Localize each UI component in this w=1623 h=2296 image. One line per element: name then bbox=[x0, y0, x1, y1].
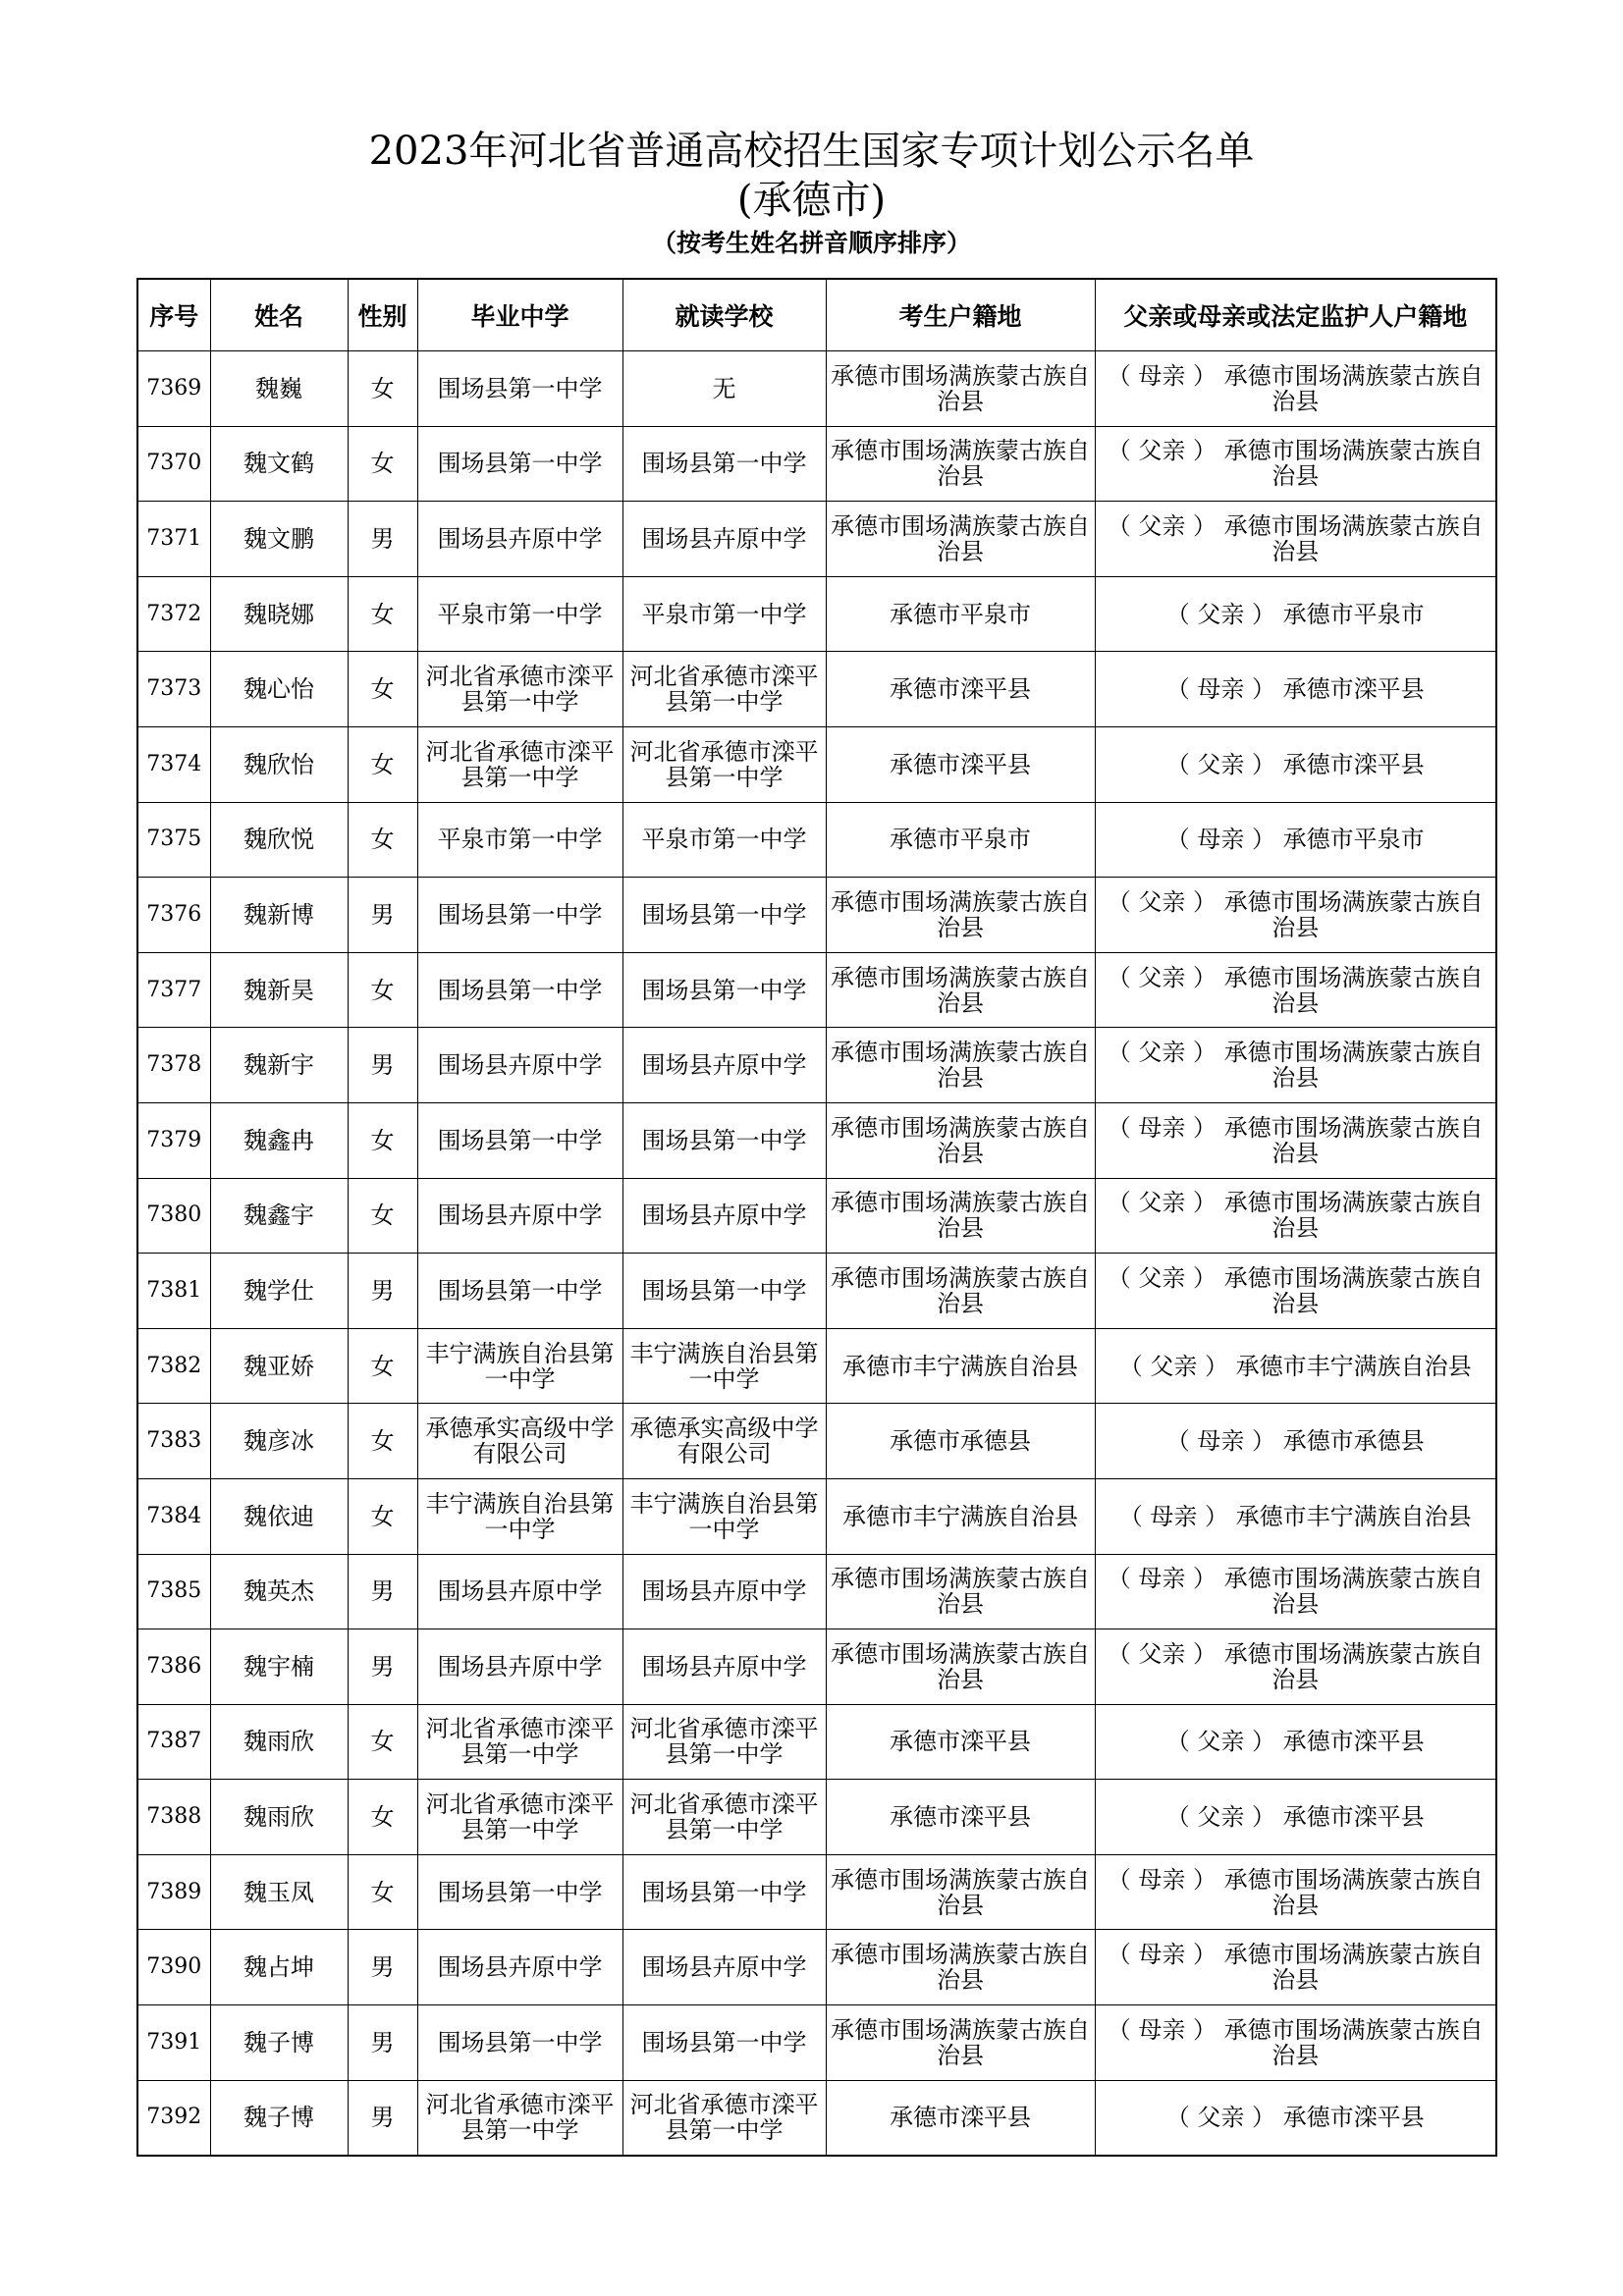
cell-graduated-school: 平泉市第一中学 bbox=[417, 576, 622, 652]
cell-current-school: 围场县卉原中学 bbox=[622, 1930, 826, 2005]
cell-current-school: 围场县卉原中学 bbox=[622, 502, 826, 577]
cell-seq: 7373 bbox=[137, 652, 210, 727]
cell-household-registration: 承德市围场满族蒙古族自治县 bbox=[826, 1254, 1095, 1329]
cell-current-school: 围场县第一中学 bbox=[622, 1854, 826, 1930]
table-row bbox=[137, 1102, 1496, 1178]
cell-name: 魏鑫宇 bbox=[210, 1178, 348, 1254]
cell-guardian-registration: （ 父亲 ） 承德市围场满族蒙古族自治县 bbox=[1095, 952, 1496, 1028]
cell-name: 魏雨欣 bbox=[210, 1704, 348, 1780]
cell-seq: 7387 bbox=[137, 1704, 210, 1780]
cell-guardian-registration: （ 母亲 ） 承德市围场满族蒙古族自治县 bbox=[1095, 1854, 1496, 1930]
cell-name: 魏宇楠 bbox=[210, 1629, 348, 1705]
cell-graduated-school: 平泉市第一中学 bbox=[417, 802, 622, 878]
cell-guardian-registration: （ 父亲 ） 承德市围场满族蒙古族自治县 bbox=[1095, 1178, 1496, 1254]
cell-guardian-registration: （ 父亲 ） 承德市围场满族蒙古族自治县 bbox=[1095, 1028, 1496, 1103]
cell-current-school: 平泉市第一中学 bbox=[622, 576, 826, 652]
cell-current-school: 丰宁满族自治县第一中学 bbox=[622, 1478, 826, 1554]
table-row bbox=[137, 952, 1496, 1028]
table-row bbox=[137, 1930, 1496, 2005]
cell-seq: 7385 bbox=[137, 1554, 210, 1629]
table-row bbox=[137, 1178, 1496, 1254]
cell-gender: 女 bbox=[348, 1404, 417, 1479]
cell-household-registration: 承德市围场满族蒙古族自治县 bbox=[826, 878, 1095, 953]
cell-graduated-school: 河北省承德市滦平县第一中学 bbox=[417, 726, 622, 802]
cell-household-registration: 承德市围场满族蒙古族自治县 bbox=[826, 952, 1095, 1028]
cell-gender: 男 bbox=[348, 1930, 417, 2005]
cell-seq: 7380 bbox=[137, 1178, 210, 1254]
cell-current-school: 围场县第一中学 bbox=[622, 878, 826, 953]
cell-guardian-registration: （ 父亲 ） 承德市平泉市 bbox=[1095, 576, 1496, 652]
table-row bbox=[137, 1478, 1496, 1554]
cell-graduated-school: 围场县卉原中学 bbox=[417, 502, 622, 577]
cell-seq: 7381 bbox=[137, 1254, 210, 1329]
cell-household-registration: 承德市丰宁满族自治县 bbox=[826, 1328, 1095, 1404]
table-header-row bbox=[137, 279, 1496, 351]
cell-seq: 7386 bbox=[137, 1629, 210, 1705]
page-title: 2023年河北省普通高校招生国家专项计划公示名单 bbox=[368, 129, 1255, 174]
cell-graduated-school: 丰宁满族自治县第一中学 bbox=[417, 1328, 622, 1404]
cell-graduated-school: 围场县卉原中学 bbox=[417, 1629, 622, 1705]
cell-household-registration: 承德市滦平县 bbox=[826, 726, 1095, 802]
table-row bbox=[137, 1028, 1496, 1103]
table-row bbox=[137, 1780, 1496, 1855]
table-row bbox=[137, 652, 1496, 727]
cell-gender: 男 bbox=[348, 2080, 417, 2156]
cell-graduated-school: 围场县第一中学 bbox=[417, 952, 622, 1028]
table-row bbox=[137, 426, 1496, 502]
cell-graduated-school: 围场县卉原中学 bbox=[417, 1178, 622, 1254]
cell-name: 魏巍 bbox=[210, 351, 348, 427]
cell-household-registration: 承德市围场满族蒙古族自治县 bbox=[826, 2005, 1095, 2081]
cell-seq: 7370 bbox=[137, 426, 210, 502]
cell-household-registration: 承德市围场满族蒙古族自治县 bbox=[826, 1854, 1095, 1930]
cell-current-school: 河北省承德市滦平县第一中学 bbox=[622, 726, 826, 802]
cell-current-school: 围场县卉原中学 bbox=[622, 1178, 826, 1254]
cell-household-registration: 承德市围场满族蒙古族自治县 bbox=[826, 426, 1095, 502]
cell-graduated-school: 承德承实高级中学有限公司 bbox=[417, 1404, 622, 1479]
table-row bbox=[137, 1704, 1496, 1780]
cell-gender: 男 bbox=[348, 1254, 417, 1329]
cell-seq: 7378 bbox=[137, 1028, 210, 1103]
cell-name: 魏子博 bbox=[210, 2005, 348, 2081]
cell-graduated-school: 河北省承德市滦平县第一中学 bbox=[417, 1704, 622, 1780]
cell-guardian-registration: （ 母亲 ） 承德市滦平县 bbox=[1095, 652, 1496, 727]
table-body bbox=[137, 351, 1496, 2157]
table-row bbox=[137, 802, 1496, 878]
cell-name: 魏新博 bbox=[210, 878, 348, 953]
cell-gender: 女 bbox=[348, 351, 417, 427]
cell-household-registration: 承德市围场满族蒙古族自治县 bbox=[826, 1178, 1095, 1254]
cell-guardian-registration: （ 母亲 ） 承德市丰宁满族自治县 bbox=[1095, 1478, 1496, 1554]
cell-seq: 7371 bbox=[137, 502, 210, 577]
cell-guardian-registration: （ 父亲 ） 承德市滦平县 bbox=[1095, 1704, 1496, 1780]
cell-graduated-school: 围场县第一中学 bbox=[417, 878, 622, 953]
cell-current-school: 承德承实高级中学有限公司 bbox=[622, 1404, 826, 1479]
cell-gender: 女 bbox=[348, 726, 417, 802]
header-guardian-registration: 父亲或母亲或法定监护人户籍地 bbox=[1095, 279, 1496, 351]
cell-current-school: 丰宁满族自治县第一中学 bbox=[622, 1328, 826, 1404]
cell-current-school: 河北省承德市滦平县第一中学 bbox=[622, 1704, 826, 1780]
cell-gender: 女 bbox=[348, 1854, 417, 1930]
cell-household-registration: 承德市围场满族蒙古族自治县 bbox=[826, 1930, 1095, 2005]
cell-current-school: 围场县卉原中学 bbox=[622, 1554, 826, 1629]
cell-current-school: 围场县第一中学 bbox=[622, 426, 826, 502]
header-household-registration: 考生户籍地 bbox=[826, 279, 1095, 351]
cell-graduated-school: 围场县卉原中学 bbox=[417, 1930, 622, 2005]
cell-seq: 7390 bbox=[137, 1930, 210, 2005]
header-gender: 性别 bbox=[348, 279, 417, 351]
cell-graduated-school: 河北省承德市滦平县第一中学 bbox=[417, 652, 622, 727]
cell-seq: 7376 bbox=[137, 878, 210, 953]
cell-current-school: 平泉市第一中学 bbox=[622, 802, 826, 878]
cell-guardian-registration: （ 父亲 ） 承德市围场满族蒙古族自治县 bbox=[1095, 1629, 1496, 1705]
cell-name: 魏彦冰 bbox=[210, 1404, 348, 1479]
cell-gender: 女 bbox=[348, 576, 417, 652]
cell-guardian-registration: （ 父亲 ） 承德市滦平县 bbox=[1095, 726, 1496, 802]
cell-household-registration: 承德市围场满族蒙古族自治县 bbox=[826, 1554, 1095, 1629]
cell-household-registration: 承德市丰宁满族自治县 bbox=[826, 1478, 1095, 1554]
cell-name: 魏心怡 bbox=[210, 652, 348, 727]
cell-graduated-school: 丰宁满族自治县第一中学 bbox=[417, 1478, 622, 1554]
cell-household-registration: 承德市围场满族蒙古族自治县 bbox=[826, 1102, 1095, 1178]
cell-gender: 男 bbox=[348, 1629, 417, 1705]
cell-seq: 7382 bbox=[137, 1328, 210, 1404]
cell-name: 魏亚娇 bbox=[210, 1328, 348, 1404]
cell-seq: 7392 bbox=[137, 2080, 210, 2156]
cell-guardian-registration: （ 母亲 ） 承德市围场满族蒙古族自治县 bbox=[1095, 351, 1496, 427]
cell-household-registration: 承德市平泉市 bbox=[826, 576, 1095, 652]
table-row bbox=[137, 878, 1496, 953]
cell-current-school: 河北省承德市滦平县第一中学 bbox=[622, 1780, 826, 1855]
cell-gender: 女 bbox=[348, 1478, 417, 1554]
table-row bbox=[137, 1854, 1496, 1930]
cell-guardian-registration: （ 母亲 ） 承德市围场满族蒙古族自治县 bbox=[1095, 1554, 1496, 1629]
cell-current-school: 河北省承德市滦平县第一中学 bbox=[622, 2080, 826, 2156]
cell-seq: 7372 bbox=[137, 576, 210, 652]
cell-name: 魏子博 bbox=[210, 2080, 348, 2156]
cell-graduated-school: 围场县卉原中学 bbox=[417, 1028, 622, 1103]
sort-note: （按考生姓名拼音顺序排序） bbox=[651, 229, 971, 257]
cell-name: 魏新宇 bbox=[210, 1028, 348, 1103]
table-row bbox=[137, 1254, 1496, 1329]
header-current-school: 就读学校 bbox=[622, 279, 826, 351]
cell-seq: 7389 bbox=[137, 1854, 210, 1930]
header-graduated-school: 毕业中学 bbox=[417, 279, 622, 351]
cell-household-registration: 承德市围场满族蒙古族自治县 bbox=[826, 1028, 1095, 1103]
cell-graduated-school: 河北省承德市滦平县第一中学 bbox=[417, 1780, 622, 1855]
cell-gender: 男 bbox=[348, 1028, 417, 1103]
cell-guardian-registration: （ 父亲 ） 承德市丰宁满族自治县 bbox=[1095, 1328, 1496, 1404]
cell-gender: 女 bbox=[348, 802, 417, 878]
cell-graduated-school: 围场县卉原中学 bbox=[417, 1554, 622, 1629]
roster-table bbox=[136, 278, 1497, 2157]
cell-current-school: 围场县卉原中学 bbox=[622, 1028, 826, 1103]
cell-seq: 7384 bbox=[137, 1478, 210, 1554]
cell-household-registration: 承德市滦平县 bbox=[826, 2080, 1095, 2156]
cell-current-school: 围场县第一中学 bbox=[622, 952, 826, 1028]
cell-seq: 7375 bbox=[137, 802, 210, 878]
cell-name: 魏依迪 bbox=[210, 1478, 348, 1554]
cell-current-school: 围场县第一中学 bbox=[622, 1102, 826, 1178]
cell-seq: 7377 bbox=[137, 952, 210, 1028]
cell-household-registration: 承德市围场满族蒙古族自治县 bbox=[826, 502, 1095, 577]
cell-name: 魏文鹤 bbox=[210, 426, 348, 502]
cell-current-school: 围场县第一中学 bbox=[622, 2005, 826, 2081]
cell-gender: 女 bbox=[348, 1704, 417, 1780]
cell-current-school: 河北省承德市滦平县第一中学 bbox=[622, 652, 826, 727]
table-row bbox=[137, 2005, 1496, 2081]
cell-graduated-school: 围场县第一中学 bbox=[417, 2005, 622, 2081]
table-row bbox=[137, 726, 1496, 802]
cell-name: 魏学仕 bbox=[210, 1254, 348, 1329]
cell-gender: 女 bbox=[348, 1328, 417, 1404]
header-name: 姓名 bbox=[210, 279, 348, 351]
cell-guardian-registration: （ 母亲 ） 承德市平泉市 bbox=[1095, 802, 1496, 878]
cell-name: 魏欣怡 bbox=[210, 726, 348, 802]
cell-name: 魏欣悦 bbox=[210, 802, 348, 878]
cell-guardian-registration: （ 父亲 ） 承德市滦平县 bbox=[1095, 2080, 1496, 2156]
cell-gender: 女 bbox=[348, 1780, 417, 1855]
table-row bbox=[137, 2080, 1496, 2156]
table-row bbox=[137, 1404, 1496, 1479]
cell-guardian-registration: （ 父亲 ） 承德市围场满族蒙古族自治县 bbox=[1095, 878, 1496, 953]
cell-name: 魏晓娜 bbox=[210, 576, 348, 652]
cell-gender: 女 bbox=[348, 1178, 417, 1254]
cell-guardian-registration: （ 父亲 ） 承德市围场满族蒙古族自治县 bbox=[1095, 1254, 1496, 1329]
cell-name: 魏新昊 bbox=[210, 952, 348, 1028]
table-row bbox=[137, 1554, 1496, 1629]
cell-graduated-school: 围场县第一中学 bbox=[417, 1854, 622, 1930]
cell-graduated-school: 围场县第一中学 bbox=[417, 426, 622, 502]
table-row bbox=[137, 502, 1496, 577]
cell-graduated-school: 围场县第一中学 bbox=[417, 1102, 622, 1178]
cell-current-school: 围场县卉原中学 bbox=[622, 1629, 826, 1705]
cell-guardian-registration: （ 母亲 ） 承德市围场满族蒙古族自治县 bbox=[1095, 2005, 1496, 2081]
cell-gender: 女 bbox=[348, 652, 417, 727]
cell-seq: 7369 bbox=[137, 351, 210, 427]
cell-gender: 男 bbox=[348, 1554, 417, 1629]
cell-name: 魏英杰 bbox=[210, 1554, 348, 1629]
cell-guardian-registration: （ 母亲 ） 承德市围场满族蒙古族自治县 bbox=[1095, 1102, 1496, 1178]
cell-seq: 7379 bbox=[137, 1102, 210, 1178]
cell-name: 魏文鹏 bbox=[210, 502, 348, 577]
cell-graduated-school: 围场县第一中学 bbox=[417, 1254, 622, 1329]
cell-current-school: 围场县第一中学 bbox=[622, 1254, 826, 1329]
cell-seq: 7388 bbox=[137, 1780, 210, 1855]
cell-graduated-school: 河北省承德市滦平县第一中学 bbox=[417, 2080, 622, 2156]
cell-seq: 7374 bbox=[137, 726, 210, 802]
cell-household-registration: 承德市平泉市 bbox=[826, 802, 1095, 878]
header-seq: 序号 bbox=[137, 279, 210, 351]
cell-gender: 女 bbox=[348, 1102, 417, 1178]
cell-gender: 女 bbox=[348, 426, 417, 502]
table-row bbox=[137, 1629, 1496, 1705]
cell-guardian-registration: （ 父亲 ） 承德市围场满族蒙古族自治县 bbox=[1095, 502, 1496, 577]
cell-name: 魏鑫冉 bbox=[210, 1102, 348, 1178]
cell-guardian-registration: （ 母亲 ） 承德市围场满族蒙古族自治县 bbox=[1095, 1930, 1496, 2005]
cell-gender: 男 bbox=[348, 2005, 417, 2081]
table-row bbox=[137, 576, 1496, 652]
cell-household-registration: 承德市滦平县 bbox=[826, 1780, 1095, 1855]
cell-current-school: 无 bbox=[622, 351, 826, 427]
cell-household-registration: 承德市承德县 bbox=[826, 1404, 1095, 1479]
cell-household-registration: 承德市围场满族蒙古族自治县 bbox=[826, 351, 1095, 427]
table-row bbox=[137, 1328, 1496, 1404]
cell-seq: 7383 bbox=[137, 1404, 210, 1479]
cell-gender: 女 bbox=[348, 952, 417, 1028]
cell-gender: 男 bbox=[348, 502, 417, 577]
cell-guardian-registration: （ 父亲 ） 承德市围场满族蒙古族自治县 bbox=[1095, 426, 1496, 502]
cell-household-registration: 承德市滦平县 bbox=[826, 1704, 1095, 1780]
table-row bbox=[137, 351, 1496, 427]
cell-guardian-registration: （ 母亲 ） 承德市承德县 bbox=[1095, 1404, 1496, 1479]
page-subtitle: (承德市) bbox=[736, 178, 887, 223]
cell-name: 魏雨欣 bbox=[210, 1780, 348, 1855]
cell-gender: 男 bbox=[348, 878, 417, 953]
cell-household-registration: 承德市围场满族蒙古族自治县 bbox=[826, 1629, 1095, 1705]
cell-graduated-school: 围场县第一中学 bbox=[417, 351, 622, 427]
cell-name: 魏占坤 bbox=[210, 1930, 348, 2005]
cell-household-registration: 承德市滦平县 bbox=[826, 652, 1095, 727]
cell-name: 魏玉凤 bbox=[210, 1854, 348, 1930]
cell-guardian-registration: （ 父亲 ） 承德市滦平县 bbox=[1095, 1780, 1496, 1855]
cell-seq: 7391 bbox=[137, 2005, 210, 2081]
